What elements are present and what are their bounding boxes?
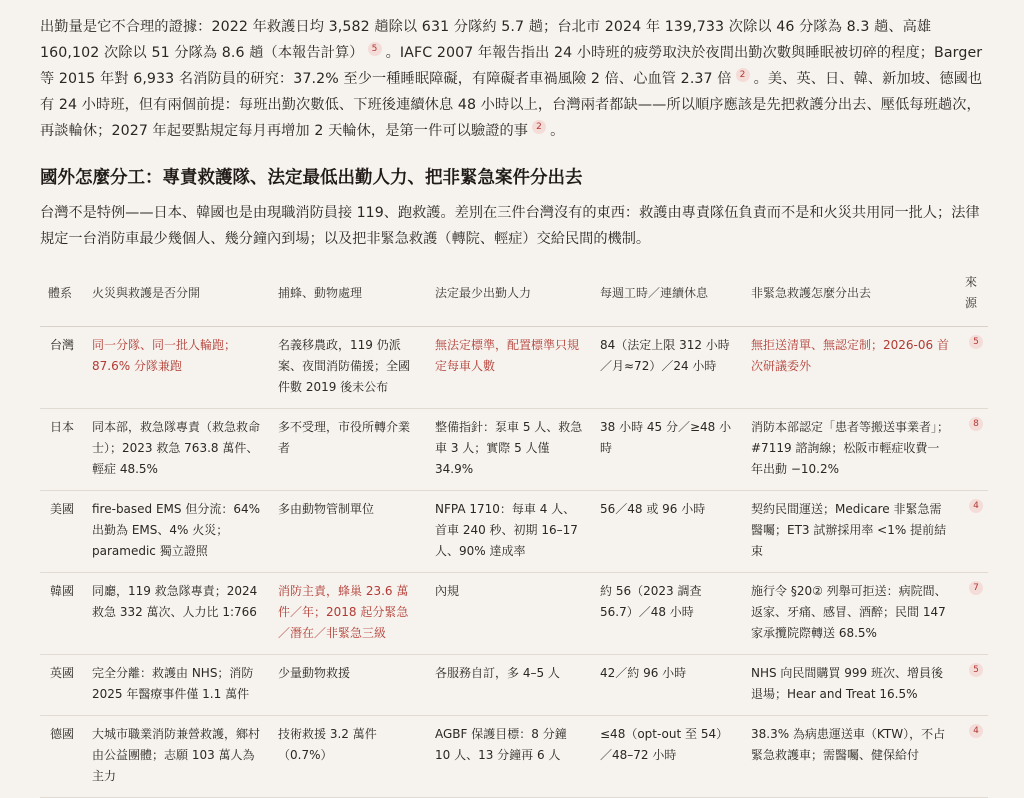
animals-cell: 少量動物救援 [270,655,427,716]
hours-cell: 約 56（2023 調查 56.7）／48 小時 [592,573,743,655]
section-intro: 台灣不是特例——日本、韓國也是由現職消防員接 119、跑救護。差別在三件台灣沒有的東西：救護由專責隊伍負責而不是和火災共用同一批人；法律規定一台消防車最少幾個人、幾分鐘內到場；以及把非緊急救護（轉院、輕症）交給民間的機制。 [40,205,980,247]
table-row [40,655,988,716]
paragraph-fatigue [40,14,988,144]
staffing-cell: 各服務自訂，多 4–5 人 [427,655,592,716]
table-header-row [40,266,988,327]
source-cell [957,327,988,409]
source-cell [957,491,988,573]
paragraph-text: 出勤量是它不合理的證據：2022 年救護日均 3,582 趟除以 631 分隊約 5.7 趟；台北市 2024 年 139,733 次除以 46 分隊為 8.3 趟、高雄 160,102 次除以 51 分隊為 8.6 趟（本報告計算） [40,19,932,61]
table-row [40,491,988,573]
table-row [40,716,988,798]
header-animals: 捕蜂、動物處理 [270,266,427,327]
staffing-cell: 整備指針：泵車 5 人、救急車 3 人；實際 5 人僅 34.9% [427,409,592,491]
staffing-cell: AGBF 保護目標：8 分鐘 10 人、13 分鐘再 6 人 [427,716,592,798]
animals-cell: 多由動物管制單位 [270,491,427,573]
country-cell: 德國 [40,716,84,798]
animals-cell: 多不受理，市役所轉介業者 [270,409,427,491]
separation-cell: 同廳，119 救急隊專責；2024 救急 332 萬次、人力比 1:766 [84,573,270,655]
table-row [40,327,988,409]
nonemergency-cell: 施行令 §20② 列舉可拒送：病院間、返家、牙痛、感冒、酒醉；民間 147 家承攬院際轉送 68.5% [743,573,957,655]
header-system: 體系 [40,266,84,327]
paragraph-text: 。美、英、日、韓、新加坡、德國也有 24 小時班，但有兩個前提：每班出勤次數低、下班後連續休息 48 小時以上，台灣兩者都缺——所以順序應該是先把救護分出去、壓低每班趟次，再談輪休；2027 年起要點規定每月再增加 2 天輪休，是第一件可以驗證的事 [40,71,983,139]
staffing-cell: 內規 [427,573,592,655]
header-source: 來源 [957,266,988,327]
country-cell: 英國 [40,655,84,716]
staffing-cell: NFPA 1710：每車 4 人、首車 240 秒、初期 16–17 人、90% 達成率 [427,491,592,573]
source-cell [957,716,988,798]
citation-marker[interactable]: 8 [969,417,983,431]
nonemergency-cell: 38.3% 為病患運送車（KTW），不占緊急救護車；需醫囑、健保給付 [743,716,957,798]
header-staffing: 法定最少出勤人力 [427,266,592,327]
nonemergency-cell: 契約民間運送；Medicare 非緊急需醫囑；ET3 試辦採用率 <1% 提前結束 [743,491,957,573]
header-hours: 每週工時／連續休息 [592,266,743,327]
separation-cell: fire-based EMS 但分流：64% 出勤為 EMS、4% 火災；paramedic 獨立證照 [84,491,270,573]
separation-cell: 同一分隊、同一批人輪跑；87.6% 分隊兼跑 [84,327,270,409]
citation-marker[interactable]: 5 [368,42,382,56]
citation-marker[interactable]: 2 [532,120,546,134]
country-cell: 日本 [40,409,84,491]
nonemergency-cell: 消防本部認定「患者等搬送事業者」；#7119 諮詢線；松阪市輕症收費一年出動 −10.2% [743,409,957,491]
hours-cell: 84（法定上限 312 小時／月≈72）／24 小時 [592,327,743,409]
section-heading: 國外怎麼分工：專責救護隊、法定最低出勤人力、把非緊急案件分出去 [40,168,583,188]
animals-cell: 技術救援 3.2 萬件（0.7%） [270,716,427,798]
paragraph-text: 。 [550,123,565,139]
separation-cell: 完全分離：救護由 NHS；消防 2025 年醫療事件僅 1.1 萬件 [84,655,270,716]
header-nonemergency: 非緊急救護怎麼分出去 [743,266,957,327]
source-cell [957,655,988,716]
citation-marker[interactable]: 5 [969,663,983,677]
hours-cell: 56／48 或 96 小時 [592,491,743,573]
animals-cell: 消防主責，蜂巢 23.6 萬件／年；2018 起分緊急／潛在／非緊急三級 [270,573,427,655]
citation-marker[interactable]: 4 [969,724,983,738]
citation-marker[interactable]: 2 [736,68,750,82]
separation-cell: 同本部，救急隊專責（救急救命士）；2023 救急 763.8 萬件、輕症 48.5% [84,409,270,491]
citation-marker[interactable]: 7 [969,581,983,595]
animals-cell: 名義移農政，119 仍派案、夜間消防備援；全國件數 2019 後未公布 [270,327,427,409]
table-row [40,573,988,655]
country-cell: 韓國 [40,573,84,655]
staffing-cell: 無法定標準，配置標準只規定每車人數 [427,327,592,409]
separation-cell: 大城市職業消防兼營救護，鄉村由公益團體；志願 103 萬人為主力 [84,716,270,798]
citation-marker[interactable]: 5 [969,335,983,349]
nonemergency-cell: NHS 向民間購買 999 班次、增員後退場；Hear and Treat 16.5% [743,655,957,716]
hours-cell: 38 小時 45 分／≥48 小時 [592,409,743,491]
hours-cell: 42／約 96 小時 [592,655,743,716]
paragraph-text: 。IAFC 2007 年報告指出 24 小時班的疲勞取決於夜間出勤次數與睡眠被切碎的程度；Barger 等 2015 年對 6,933 名消防員的研究：37.2% 至少一種睡眠障礙，有障礙者車禍風險 2 倍、心血管 2.37 倍 [40,45,983,87]
hours-cell: ≤48（opt-out 至 54）／48–72 小時 [592,716,743,798]
header-separation: 火災與救護是否分開 [84,266,270,327]
source-cell [957,409,988,491]
table-row [40,409,988,491]
nonemergency-cell: 無拒送清單、無認定制；2026-06 首次研議委外 [743,327,957,409]
comparison-table [40,266,988,798]
source-cell [957,573,988,655]
country-cell: 台灣 [40,327,84,409]
country-cell: 美國 [40,491,84,573]
citation-marker[interactable]: 4 [969,499,983,513]
